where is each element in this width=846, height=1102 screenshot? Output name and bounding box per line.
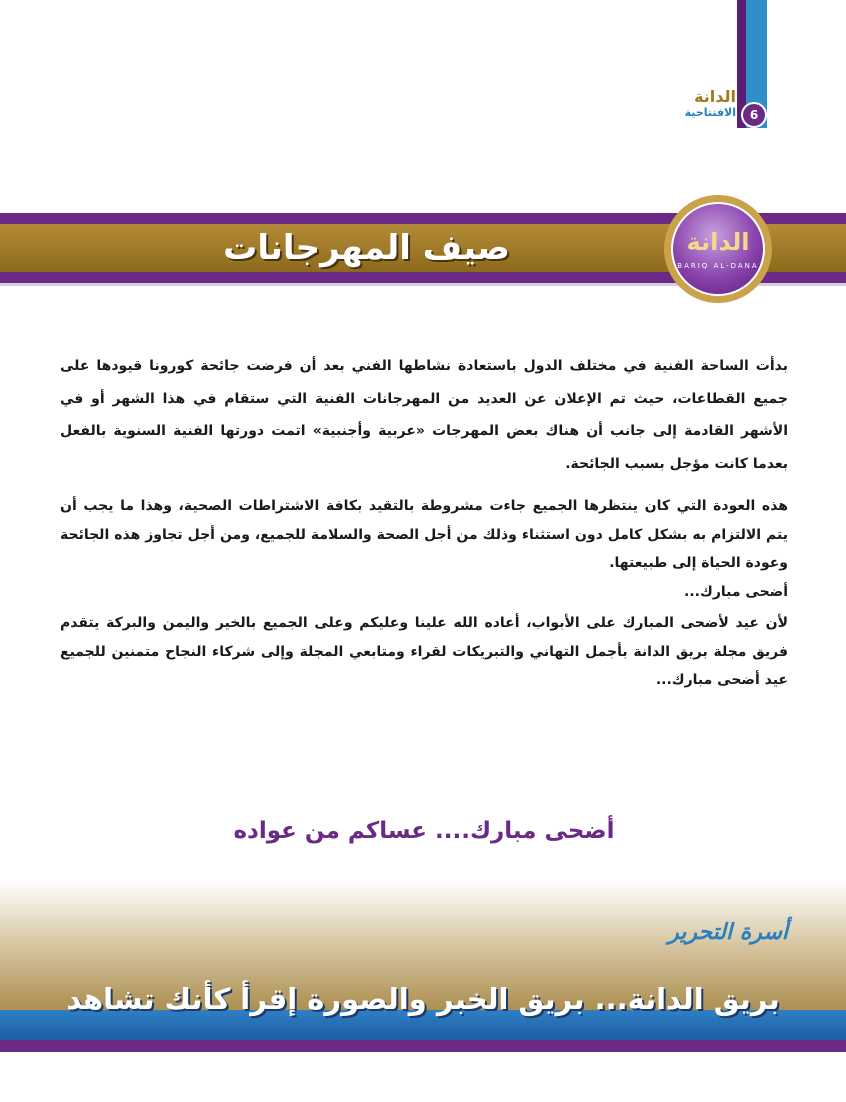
- section-name: الافتتاحية: [684, 106, 736, 119]
- footer-purple-stripe: [0, 1040, 846, 1052]
- page-title: صيف المهرجانات: [223, 228, 510, 268]
- magazine-slogan: بريق الدانة... بريق الخبر والصورة إقرأ كأنك تشاهد: [66, 982, 780, 1016]
- top-logo: [672, 88, 736, 120]
- closing-greeting: أضحى مبارك.... عساكم من عواده: [233, 818, 615, 844]
- paragraph-4: لأن عيد لأضحى المبارك على الأبواب، أعاده الله علينا وعليكم وعلى الجميع بالخير واليمن والبركة يتقدم فريق مجلة بريق الدانة بأجمل التهاني والتبريكات لقراء ومتابعي المجلة وإلى شركاء النجاح متمنين للجميع عيد أضحى مبارك...: [60, 614, 788, 689]
- editorial-signature: أسرة التحرير: [668, 920, 788, 945]
- emblem-brand-text: الدانة: [686, 228, 750, 256]
- emblem-latin-text: BARIQ AL-DANA: [677, 262, 759, 270]
- paragraph-3: أضحى مبارك...: [684, 584, 788, 601]
- page-number: 6: [741, 102, 767, 128]
- article-body: [60, 350, 788, 695]
- paragraph-2: هذه العودة التي كان ينتظرها الجميع جاءت مشروطة بالتقيد بكافة الاشتراطات الصحية، وهذا ما يجب أن يتم الالتزام به بشكل كامل دون استثناء وذلك من أجل الصحة والسلامة للجميع، ومن أجل تجاوز هذه الجائحة وعودة الحياة إلى طبيعتها.: [60, 498, 788, 572]
- top-logo-brand: الدانة: [694, 87, 736, 106]
- paragraph-1: بدأت الساحة الفنية في مختلف الدول باستعادة نشاطها الفني بعد أن فرضت جائحة كورونا قيودها على جميع القطاعات، حيث تم الإعلان عن العديد من المهرجانات الفنية التي ستقام في هذا الشهر أو في الأشهر القادمة إلى جانب أن هناك بعض المهرجات «عربية وأجنبية» اتمت دورتها الفنية السنوية بالفعل بعدما كانت مؤجل بسبب الجائحة.: [60, 358, 788, 472]
